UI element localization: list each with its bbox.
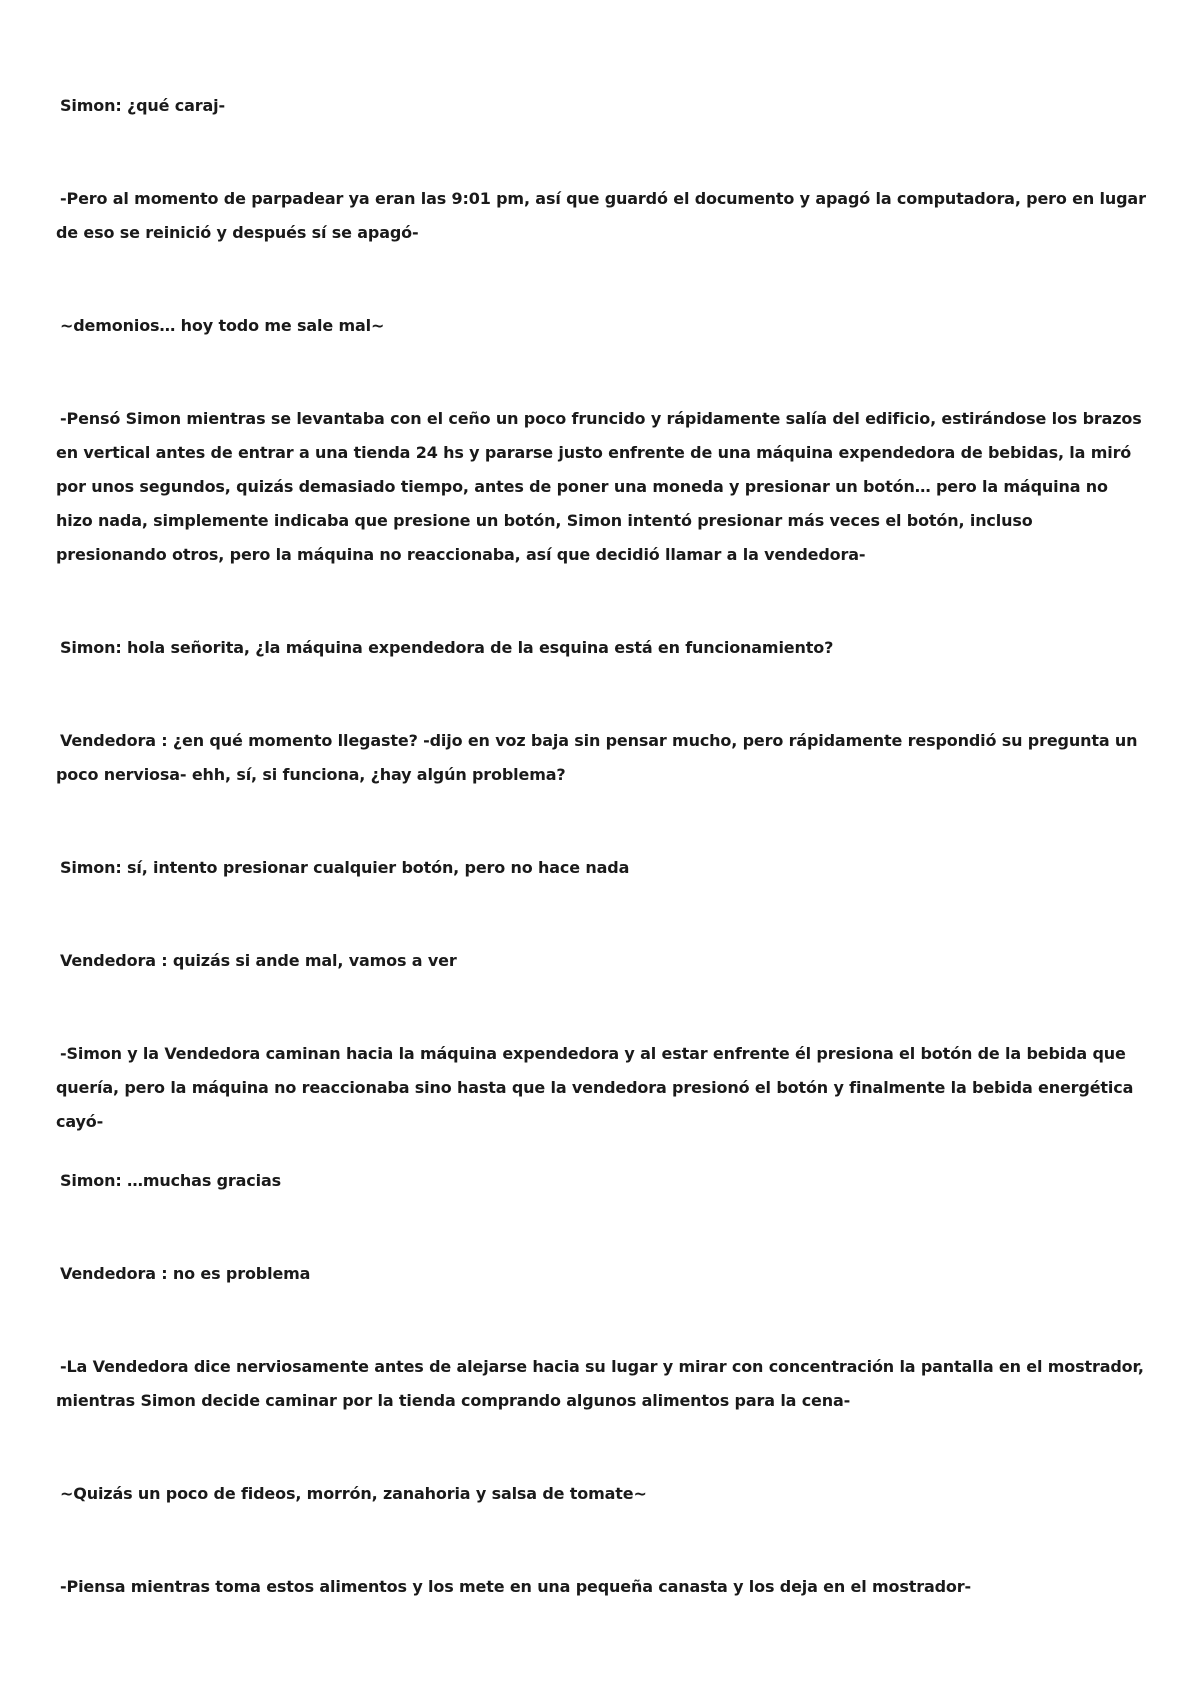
dialogue-line: Simon: ¿qué caraj-: [60, 96, 225, 115]
narration-paragraph: -Piensa mientras toma estos alimentos y los mete en una pequeña canasta y los deja en el mostrador-: [60, 1577, 972, 1596]
dialogue-line: Vendedora : quizás si ande mal, vamos a ver: [60, 951, 457, 970]
narration-paragraph: -Pero al momento de parpadear ya eran las 9:01 pm, así que guardó el documento y apagó la computadora, pero en lugar de eso se reinició y después sí se apagó-: [56, 189, 1146, 242]
dialogue-line: Vendedora : no es problema: [60, 1264, 311, 1283]
dialogue-line: Simon: …muchas gracias: [60, 1171, 281, 1190]
narration-paragraph: -Pensó Simon mientras se levantaba con el ceño un poco fruncido y rápidamente salía del edificio, estirándose los brazos en vertical antes de entrar a una tienda 24 hs y pararse justo enfrente de una máquina expendedora de bebidas, la miró por unos segundos, quizás demasiado tiempo, antes de poner una moneda y presionar un botón… pero la máquina no hizo nada, simplemente indicaba que presione un botón, Simon intentó presionar más veces el botón, incluso presionando otros, pero la máquina no reaccionaba, así que decidió llamar a la vendedora-: [56, 409, 1142, 564]
thought-line: ~Quizás un poco de fideos, morrón, zanahoria y salsa de tomate~: [60, 1484, 647, 1503]
dialogue-line: Simon: hola señorita, ¿la máquina expendedora de la esquina está en funcionamiento?: [60, 638, 834, 657]
dialogue-line: Vendedora : ¿en qué momento llegaste? -dijo en voz baja sin pensar mucho, pero rápidamente respondió su pregunta un poco nerviosa- ehh, sí, si funciona, ¿hay algún problema?: [56, 731, 1138, 784]
narration-paragraph: -La Vendedora dice nerviosamente antes de alejarse hacia su lugar y mirar con concentración la pantalla en el mostrador, mientras Simon decide caminar por la tienda comprando algunos alimentos para la cena-: [56, 1357, 1144, 1410]
narration-paragraph: -Simon y la Vendedora caminan hacia la máquina expendedora y al estar enfrente él presiona el botón de la bebida que quería, pero la máquina no reaccionaba sino hasta que la vendedora presionó el botón y finalmente la bebida energética cayó-: [56, 1044, 1134, 1131]
dialogue-line: Simon: sí, intento presionar cualquier botón, pero no hace nada: [60, 858, 630, 877]
thought-line: ~demonios… hoy todo me sale mal~: [60, 316, 385, 335]
